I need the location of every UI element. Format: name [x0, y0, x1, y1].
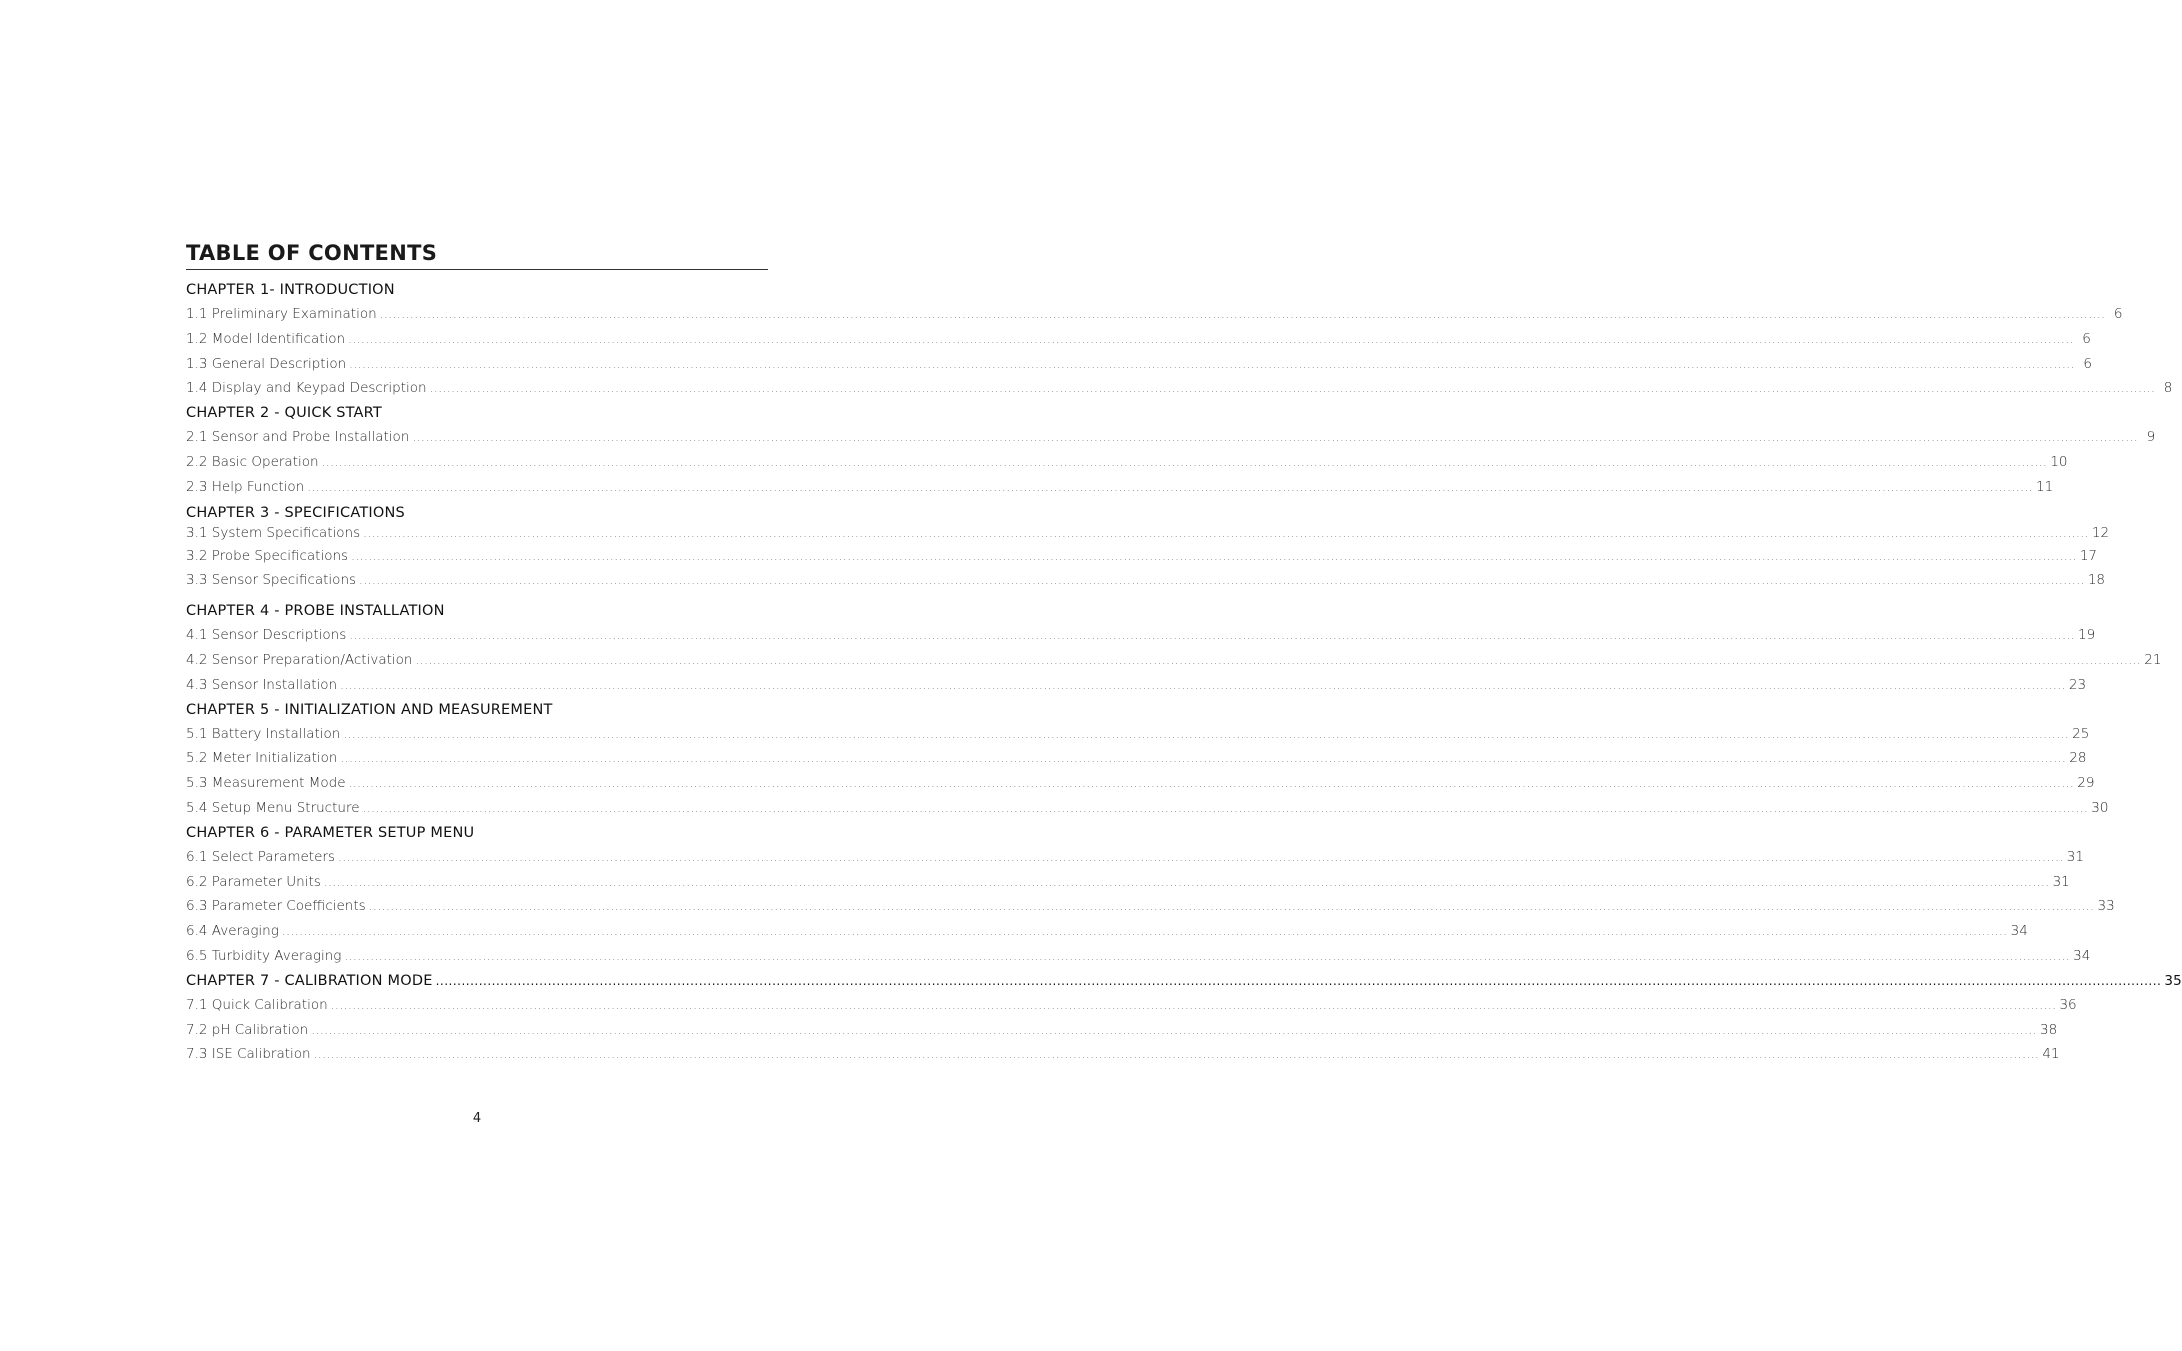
toc-entry-page: 6: [2083, 355, 2092, 372]
toc-entry[interactable]: [186, 919, 2028, 944]
toc-entry-page: 29: [2077, 775, 2095, 792]
toc-entry[interactable]: [186, 544, 2098, 569]
toc-entry-page: 28: [2069, 750, 2087, 767]
dot-leader: ................................................................................................................................................................................................................................................................................................................................................................................................................: [281, 924, 2008, 939]
toc-entry[interactable]: [186, 302, 2123, 327]
toc-entry-label: 3.1 System Specifications: [186, 524, 361, 541]
toc-entry-page: 23: [2068, 676, 2087, 693]
dot-leader: ................................................................................................................................................................................................................................................................................................................................................................................................................: [349, 356, 2075, 371]
toc-entry[interactable]: [186, 746, 2087, 771]
dot-leader: ................................................................................................................................................................................................................................................................................................................................................................................................................: [415, 652, 2142, 667]
dot-leader: ................................................................................................................................................................................................................................................................................................................................................................................................................: [363, 525, 2089, 540]
toc-entry[interactable]: [186, 623, 2096, 648]
toc-entry[interactable]: [186, 327, 2091, 352]
toc-entry[interactable]: [186, 796, 2109, 821]
toc-entry-page: 33: [2097, 898, 2115, 915]
toc-entry-page: 18: [2087, 572, 2106, 589]
toc-entry[interactable]: [186, 425, 2156, 450]
dot-leader: ................................................................................................................................................................................................................................................................................................................................................................................................................: [351, 548, 2077, 563]
dot-leader: ................................................................................................................................................................................................................................................................................................................................................................................................................: [311, 1022, 2038, 1037]
toc-entry-page: 31: [2052, 873, 2070, 890]
toc-entry-label: 6.2 Parameter Units: [186, 873, 321, 890]
toc-entry-label: 5.3 Measurement Mode: [186, 775, 346, 792]
dot-leader: ................................................................................................................................................................................................................................................................................................................................................................................................................: [348, 776, 2075, 791]
toc-entry-page: 6: [2082, 330, 2091, 347]
dot-leader: ................................................................................................................................................................................................................................................................................................................................................................................................................: [379, 307, 2106, 321]
toc-entry[interactable]: [186, 894, 2115, 919]
toc-entry-label: 7.1 Quick Calibration: [186, 996, 328, 1013]
toc-entry[interactable]: [186, 845, 2084, 870]
toc-entry-label: 7.3 ISE Calibration: [186, 1046, 311, 1063]
toc-entry-page: 21: [2144, 651, 2162, 668]
toc-entry-page: 6: [2113, 306, 2123, 322]
toc-entry-label: 2.3 Help Function: [186, 478, 305, 495]
dot-leader: ................................................................................................................................................................................................................................................................................................................................................................................................................: [307, 479, 2034, 494]
toc-entry-label: 4.1 Sensor Descriptions: [186, 627, 347, 644]
dot-leader: ................................................................................................................................................................................................................................................................................................................................................................................................................: [344, 948, 2071, 963]
dot-leader: ................................................................................................................................................................................................................................................................................................................................................................................................................: [330, 997, 2057, 1012]
toc-entry-label: 5.4 Setup Menu Structure: [186, 799, 360, 816]
toc-entry-page: 25: [2072, 725, 2090, 742]
toc-entry-page: 30: [2091, 799, 2109, 816]
toc-entry[interactable]: [186, 722, 2090, 747]
toc-entry-page: 41: [2042, 1046, 2060, 1063]
dot-leader: ................................................................................................................................................................................................................................................................................................................................................................................................................: [359, 573, 2085, 588]
toc-entry-page: 10: [2050, 453, 2068, 470]
toc-entry-page: 36: [2059, 996, 2077, 1013]
toc-entry-page: 19: [2078, 627, 2096, 644]
toc-entry-page: 17: [2079, 547, 2098, 564]
chapter-heading[interactable]: [186, 969, 2182, 993]
toc-entry-page: 34: [2010, 923, 2028, 940]
title-rule: [186, 269, 768, 270]
toc-entry-label: 6.3 Parameter Coefficients: [186, 898, 366, 915]
toc-entry-page: 31: [2066, 848, 2084, 865]
toc-entry[interactable]: [186, 870, 2070, 895]
dot-leader: ................................................................................................................................................................................................................................................................................................................................................................................................................: [340, 677, 2066, 692]
toc-entry[interactable]: [186, 352, 2092, 377]
toc-title: TABLE OF CONTENTS: [186, 241, 438, 265]
dot-leader: ................................................................................................................................................................................................................................................................................................................................................................................................................: [435, 973, 2162, 988]
dot-leader: ................................................................................................................................................................................................................................................................................................................................................................................................................: [313, 1047, 2040, 1062]
toc-entry[interactable]: [186, 1042, 2060, 1067]
chapter-heading-label: CHAPTER 7 - CALIBRATION MODE: [186, 972, 433, 989]
toc-entry-label: 1.3 General Description: [186, 355, 347, 372]
dot-leader: ................................................................................................................................................................................................................................................................................................................................................................................................................: [349, 628, 2076, 643]
chapter-heading[interactable]: CHAPTER 4 - PROBE INSTALLATION: [186, 603, 445, 620]
toc-entry-label: 6.4 Averaging: [186, 923, 279, 940]
toc-entry[interactable]: [186, 771, 2095, 796]
chapter-heading[interactable]: CHAPTER 5 - INITIALIZATION AND MEASUREMENT: [186, 701, 553, 718]
toc-entry[interactable]: [186, 450, 2068, 475]
dot-leader: ................................................................................................................................................................................................................................................................................................................................................................................................................: [323, 874, 2050, 889]
toc-entry[interactable]: [186, 673, 2087, 698]
toc-entry-page: 11: [2036, 478, 2054, 495]
toc-entry-label: 3.2 Probe Specifications: [186, 547, 349, 564]
toc-entry-label: 2.1 Sensor and Probe Installation: [186, 429, 410, 446]
toc-entry-page: 8: [2163, 380, 2173, 397]
table-of-contents: [186, 240, 2182, 1067]
chapter-heading[interactable]: CHAPTER 2 - QUICK START: [186, 405, 382, 422]
toc-entry[interactable]: [186, 568, 2106, 593]
toc-entry-label: 4.2 Sensor Preparation/Activation: [186, 651, 413, 668]
toc-entry-page: 12: [2091, 524, 2110, 541]
dot-leader: ................................................................................................................................................................................................................................................................................................................................................................................................................: [348, 331, 2074, 346]
dot-leader: ................................................................................................................................................................................................................................................................................................................................................................................................................: [429, 381, 2156, 396]
chapter-heading[interactable]: CHAPTER 3 - SPECIFICATIONS: [186, 504, 405, 521]
dot-leader: ................................................................................................................................................................................................................................................................................................................................................................................................................: [340, 751, 2067, 766]
toc-entry-label: 1.1 Preliminary Examination: [186, 306, 377, 322]
toc-entry-label: 5.1 Battery Installation: [186, 725, 341, 742]
dot-leader: ................................................................................................................................................................................................................................................................................................................................................................................................................: [343, 726, 2070, 741]
chapter-heading[interactable]: CHAPTER 6 - PARAMETER SETUP MENU: [186, 824, 475, 841]
dot-leader: ................................................................................................................................................................................................................................................................................................................................................................................................................: [362, 800, 2089, 815]
toc-entry[interactable]: [186, 944, 2091, 969]
dot-leader: ................................................................................................................................................................................................................................................................................................................................................................................................................: [412, 430, 2139, 445]
toc-entry[interactable]: [186, 522, 2110, 544]
toc-entry[interactable]: [186, 376, 2173, 401]
toc-entry-label: 6.1 Select Parameters: [186, 848, 335, 865]
page-number: 4: [472, 1111, 482, 1126]
toc-entry-page: 9: [2146, 429, 2156, 446]
toc-entry[interactable]: [186, 1018, 2058, 1043]
toc-entry[interactable]: [186, 993, 2077, 1018]
toc-entry-page: 34: [2073, 947, 2091, 964]
dot-leader: ................................................................................................................................................................................................................................................................................................................................................................................................................: [368, 899, 2095, 914]
toc-entries: [186, 278, 2182, 1067]
toc-entry-label: 1.4 Display and Keypad Description: [186, 380, 427, 397]
dot-leader: ................................................................................................................................................................................................................................................................................................................................................................................................................: [337, 849, 2064, 864]
toc-entry-label: 6.5 Turbidity Averaging: [186, 947, 342, 964]
toc-entry-page: 38: [2040, 1021, 2058, 1038]
toc-entry-label: 1.2 Model Identification: [186, 330, 346, 347]
toc-entry-label: 5.2 Meter Initialization: [186, 750, 338, 767]
toc-entry-label: 3.3 Sensor Specifications: [186, 572, 357, 589]
toc-entry-label: 4.3 Sensor Installation: [186, 676, 338, 693]
toc-entry-label: 2.2 Basic Operation: [186, 453, 319, 470]
toc-entry[interactable]: [186, 475, 2054, 500]
chapter-heading[interactable]: CHAPTER 1- INTRODUCTION: [186, 282, 395, 298]
chapter-heading-page: 35: [2164, 972, 2182, 989]
toc-entry-label: 7.2 pH Calibration: [186, 1021, 309, 1038]
dot-leader: ................................................................................................................................................................................................................................................................................................................................................................................................................: [321, 454, 2048, 469]
toc-entry[interactable]: [186, 648, 2162, 673]
